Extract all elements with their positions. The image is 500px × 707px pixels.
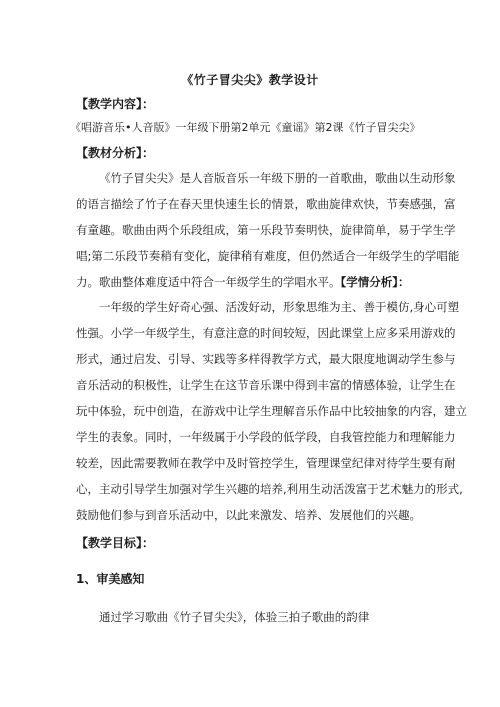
situation-line: 心，主动引导学生加强对学生兴趣的培养,利用生动活泼富于艺术魅力的形式, [76, 482, 463, 496]
situation-line: 学生的表象。同时，一年级属于小学段的低学段，自我管控能力和理解能力 [76, 430, 456, 444]
situation-line: 一年级的学生好奇心强、活泼好动，形象思维为主、善于模仿,身心可塑 [99, 300, 460, 314]
analysis-line: 的语言描绘了竹子在春天里快速生长的情景，歌曲旋律欢快，节奏感强，富 [76, 197, 456, 211]
analysis-line: 《竹子冒尖尖》是人音版音乐一年级下册的一首歌曲，歌曲以生动形象 [99, 171, 456, 185]
analysis-line: 唱;第二乐段节奏稍有变化，旋律稍有难度，但仍然适合一年级学生的学唱能 [76, 249, 460, 263]
situation-line: 形式，通过启发、引导、实践等多样得教学方式，最大限度地调动学生参与 [76, 352, 456, 366]
situation-line: 音乐活动的积极性，让学生在这节音乐课中得到丰富的情感体验，让学生在 [76, 378, 456, 392]
content-line: 《唱游音乐•人音版》一年级下册第2单元《童谣》第2课《竹子冒尖尖》 [70, 121, 421, 134]
goal-1-heading: 1、审美感知 [76, 572, 145, 586]
content-heading: 【教学内容】： [76, 97, 155, 111]
analysis-line: 有童趣。歌曲由两个乐段组成，第一乐段节奏明快，旋律简单，易于学生学 [76, 223, 456, 237]
analysis-last-line [76, 274, 410, 290]
situation-heading: 【学情分析】： [340, 275, 410, 289]
situation-line: 性强。小学一年级学生，有意注意的时间较短，因此课堂上应多采用游戏的 [76, 326, 456, 340]
goal-1-text: 通过学习歌曲《竹子冒尖尖》，体验三拍子歌曲的韵律 [99, 610, 370, 624]
page-title: 《竹子冒尖尖》教学设计 [181, 73, 319, 87]
situation-line: 较差，因此需要教师在教学中及时管控学生，管理课堂纪律对待学生要有耐 [76, 456, 456, 470]
analysis-heading: 【教材分析】： [76, 146, 155, 160]
situation-line: 玩中体验，玩中创造，在游戏中让学生理解音乐作品中比较抽象的内容，建立 [76, 404, 467, 418]
situation-line: 鼓励他们参与到音乐活动中，以此来激发、培养、发展他们的兴趣。 [76, 508, 421, 522]
goals-heading: 【教学目标】： [76, 536, 155, 550]
analysis-line-text: 力。歌曲整体难度适中符合一年级学生的学唱水平。 [76, 275, 341, 289]
